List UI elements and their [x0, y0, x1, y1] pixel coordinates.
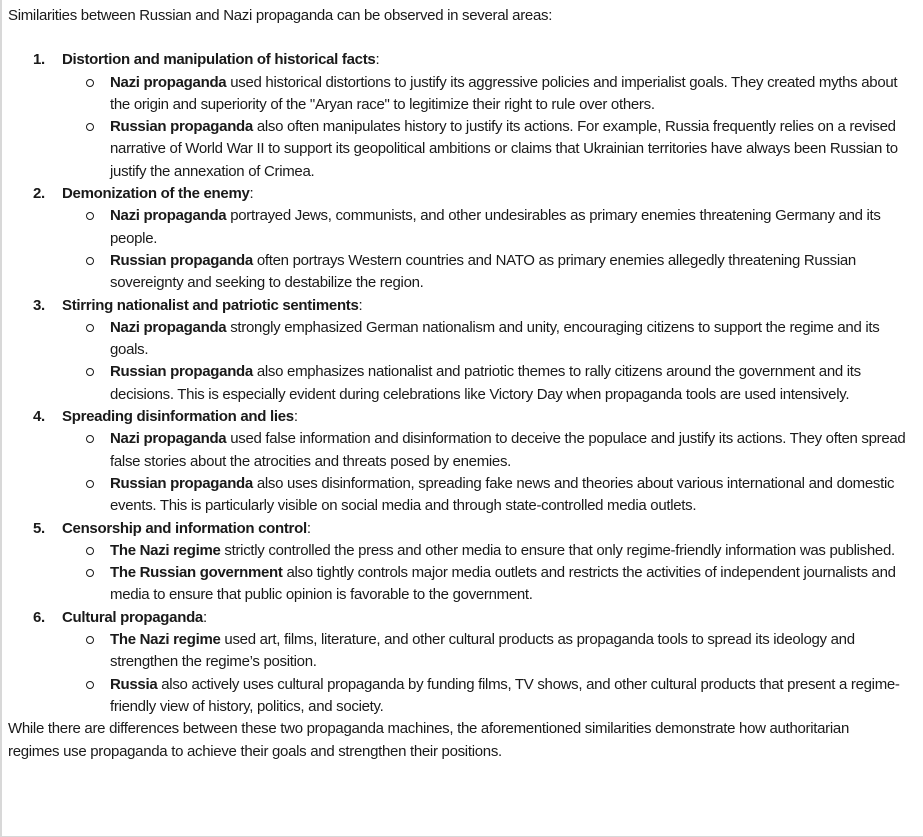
- list-item: [86, 540, 911, 562]
- bullet-lead: The Russian government: [110, 564, 283, 582]
- bullet-text: [110, 205, 910, 250]
- list-item: [86, 361, 911, 406]
- bullet-lead: Russia: [110, 675, 158, 693]
- item-title-colon: :: [306, 519, 311, 537]
- list-item-4-heading: [8, 406, 911, 428]
- bullet-text: [110, 540, 895, 562]
- list-item: [86, 473, 911, 518]
- bullet-lead: Nazi propaganda: [110, 73, 227, 91]
- bullet-lead: Russian propaganda: [110, 251, 253, 269]
- list-item: [86, 562, 911, 607]
- bullet-text: [110, 629, 910, 674]
- bullet-body: also emphasizes nationalist and patriotic themes to rally citizens around the government and its decisions. This is especially evident during celebrations like Victory Day when propaganda tools are used intensively.: [110, 363, 861, 403]
- list-item: [86, 674, 911, 719]
- bullet-text: [110, 562, 910, 607]
- list-item: [86, 205, 911, 250]
- item-number: 1.: [33, 51, 45, 69]
- bullet-marker: [86, 72, 110, 117]
- bullet-lead: Nazi propaganda: [110, 430, 227, 448]
- circle-bullet-icon: [86, 79, 94, 87]
- item-title: Distortion and manipulation of historical facts: [62, 51, 376, 69]
- item-title: Demonization of the enemy: [62, 185, 250, 203]
- bullet-text: [110, 250, 910, 295]
- item-title: Cultural propaganda: [62, 608, 203, 626]
- item-title: Censorship and information control: [62, 519, 307, 537]
- item-title-colon: :: [293, 408, 298, 426]
- bullet-lead: The Nazi regime: [110, 631, 221, 649]
- bullet-lead: Russian propaganda: [110, 474, 253, 492]
- bullet-body: often portrays Western countries and NATO as primary enemies allegedly threatening Russian sovereignty and seeking to destabilize the region.: [110, 251, 856, 292]
- list-item: [86, 250, 911, 295]
- circle-bullet-icon: [86, 569, 94, 577]
- bullet-body: also tightly controls major media outlets and restricts the activities of independent journalists and media to ensure that public opinion is favorable to the government.: [110, 564, 896, 604]
- item-number: 4.: [33, 408, 45, 426]
- item-title: Spreading disinformation and lies: [62, 408, 294, 426]
- list-item-3-heading: [8, 295, 911, 317]
- bullet-text: [110, 317, 910, 362]
- bullet-marker: [86, 473, 110, 518]
- list-item: [86, 116, 911, 183]
- list-item-1-heading: [8, 49, 911, 71]
- numbered-list: [8, 49, 911, 718]
- item-number: 6.: [33, 608, 45, 626]
- item-title-colon: :: [249, 185, 254, 203]
- list-item-6-heading: [8, 607, 911, 629]
- circle-bullet-icon: [86, 480, 94, 488]
- bullet-body: strictly controlled the press and other media to ensure that only regime-friendly information was published.: [220, 541, 895, 559]
- item-number: 3.: [33, 296, 45, 314]
- list-item-2-heading: [8, 183, 911, 205]
- item-title-colon: :: [375, 51, 380, 69]
- bullet-body: also often manipulates history to justify its actions. For example, Russia frequently relies on a revised narrative of World War II to support its geopolitical ambitions or claims that Ukrainian territories have always been Russian to justify the annexation of Crimea.: [110, 118, 898, 180]
- bullet-body: used historical distortions to justify its aggressive policies and imperialist goals. They created myths about the origin and superiority of the "Aryan race" to legitimize their right to rule over others.: [110, 73, 898, 113]
- bullet-body: strongly emphasized German nationalism and unity, encouraging citizens to support the regime and its goals.: [110, 318, 880, 359]
- item-title-colon: :: [202, 608, 207, 626]
- circle-bullet-icon: [86, 435, 94, 443]
- circle-bullet-icon: [86, 212, 94, 220]
- item-title-colon: :: [358, 296, 363, 314]
- bullet-text: [110, 473, 910, 518]
- bullet-marker: [86, 361, 110, 406]
- bullet-lead: Russian propaganda: [110, 118, 253, 136]
- bullet-marker: [86, 540, 110, 562]
- bullet-text: [110, 72, 910, 117]
- bullet-marker: [86, 428, 110, 473]
- bullet-lead: Nazi propaganda: [110, 207, 227, 225]
- bullet-marker: [86, 562, 110, 607]
- bullet-body: portrayed Jews, communists, and other undesirables as primary enemies threatening Germany and its people.: [110, 207, 881, 247]
- item-number: 2.: [33, 185, 45, 203]
- bullet-lead: Russian propaganda: [110, 363, 253, 381]
- bullet-text: [110, 674, 910, 719]
- bullet-body: also uses disinformation, spreading fake news and theories about various international and domestic events. This is particularly visible on social media and through state-controlled media outlets.: [110, 474, 895, 515]
- item-title: Stirring nationalist and patriotic sentiments: [62, 296, 359, 314]
- circle-bullet-icon: [86, 368, 94, 376]
- bullet-body: used art, films, literature, and other cultural products as propaganda tools to spread its ideology and strengthen the regime’s position.: [110, 631, 855, 671]
- list-item: [86, 317, 911, 362]
- bullet-marker: [86, 116, 110, 183]
- circle-bullet-icon: [86, 123, 94, 131]
- list-item: [86, 629, 911, 674]
- intro-paragraph: Similarities between Russian and Nazi propaganda can be observed in several areas:: [8, 7, 553, 24]
- bullet-marker: [86, 629, 110, 674]
- bullet-marker: [86, 674, 110, 719]
- bullet-text: [110, 116, 910, 183]
- list-item: [86, 72, 911, 117]
- bullet-body: also actively uses cultural propaganda by funding films, TV shows, and other cultural products that present a regime-friendly view of history, politics, and society.: [110, 675, 900, 715]
- circle-bullet-icon: [86, 681, 94, 689]
- closing-paragraph: While there are differences between these two propaganda machines, the aforementioned similarities demonstrate how authoritarian regimes use propaganda to achieve their goals and strengthen their positions.: [8, 720, 849, 760]
- circle-bullet-icon: [86, 636, 94, 644]
- circle-bullet-icon: [86, 257, 94, 265]
- list-item: [86, 428, 911, 473]
- circle-bullet-icon: [86, 324, 94, 332]
- bullet-marker: [86, 317, 110, 362]
- bullet-marker: [86, 250, 110, 295]
- circle-bullet-icon: [86, 547, 94, 555]
- bullet-text: [110, 428, 910, 473]
- item-number: 5.: [33, 519, 45, 537]
- list-item-5-heading: [8, 518, 911, 540]
- bullet-lead: The Nazi regime: [110, 541, 221, 559]
- bullet-lead: Nazi propaganda: [110, 318, 227, 336]
- bullet-marker: [86, 205, 110, 250]
- bullet-body: used false information and disinformation to deceive the populace and justify its actions. They often spread false stories about the atrocities and threats posed by enemies.: [110, 430, 906, 470]
- bullet-text: [110, 361, 910, 406]
